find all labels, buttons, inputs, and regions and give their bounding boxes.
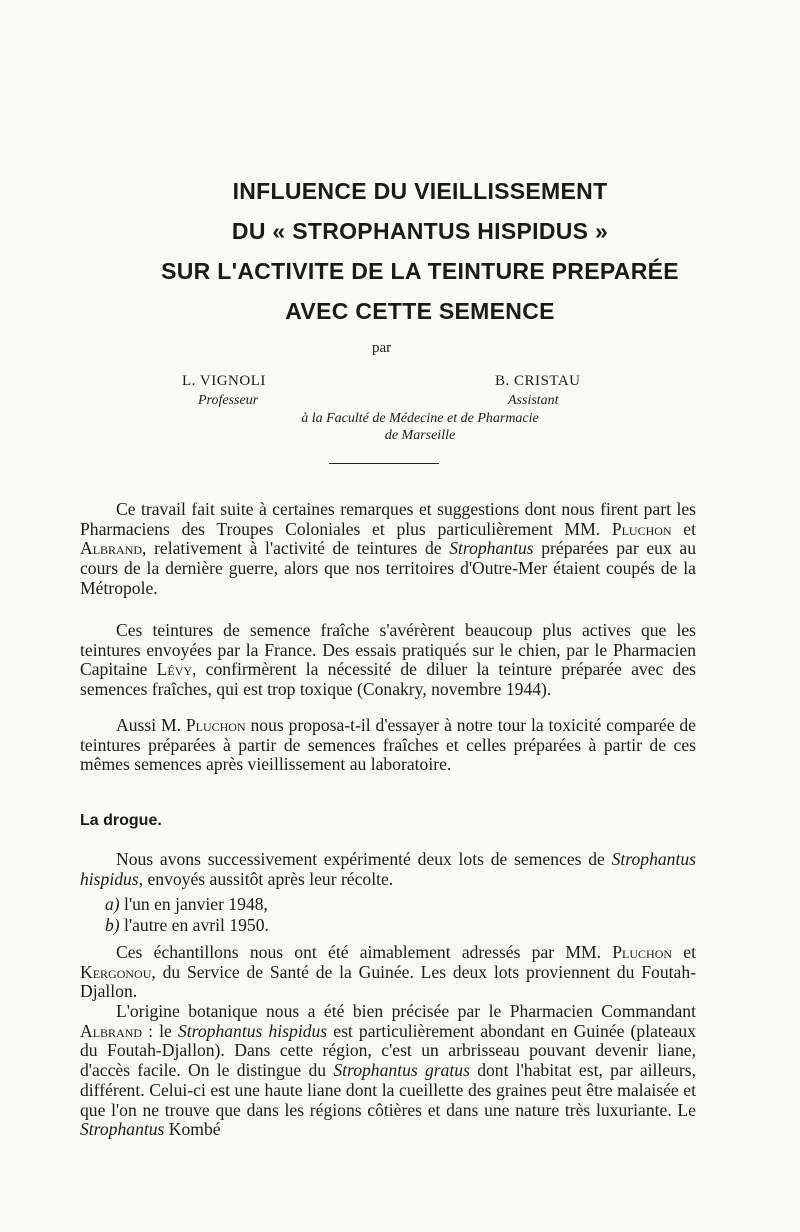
drogue-paragraph-3: L'origine botanique nous a été bien précisée par le Pharmacien Commandant Albrand : le Strophantus hispidus est particulièrement abondant en Guinée (plateaux du Foutah-Djallon). Dans cette région, c'est un arbrisseau pouvant devenir liane, d'accès facile. On le distingue du Strophantus gratus dont l'habitat est, par ailleurs, différent. Celui-ci est une haute liane dont la cueillette des graines peut être malaisée et que l'on ne trouve que dans les régions côtières et dans une nature très luxuriante. Le Strophantus Kombé <box>80 1001 697 1140</box>
title-line-3: SUR L'ACTIVITE DE LA TEINTURE PREPARÉE <box>161 258 679 284</box>
drogue-paragraph-2: Ces échantillons nous ont été aimablement adressés par MM. Pluchon et Kergonou, du Service de Santé de la Guinée. Les deux lots proviennent du Foutah-Djallon. <box>80 942 696 1002</box>
intro-paragraph-3: Aussi M. Pluchon nous proposa-t-il d'essayer à notre tour la toxicité comparée de teintures préparées à partir de semences fraîches et celles préparées à partir de ces mêmes semences après vieillissement au laboratoire. <box>80 715 696 775</box>
intro-paragraph-2: Ces teintures de semence fraîche s'avérèrent beaucoup plus actives que les teintures envoyées par la France. Des essais pratiqués sur le chien, par le Pharmacien Capitaine Lévy, confirmèrent la nécessité de diluer la teinture préparée avec des semences fraîches, qui est trop toxique (Conakry, novembre 1944). <box>80 620 696 700</box>
species-name: Strophantus <box>80 1119 165 1140</box>
author-2-role: Assistant <box>508 393 559 408</box>
species-name: Strophantus <box>449 538 534 559</box>
species-name: Strophantus gratus <box>333 1060 470 1081</box>
list-item: b) l'autre en avril 1950. <box>105 915 269 935</box>
title-line-2: DU « STROPHANTUS HISPIDUS » <box>231 218 609 244</box>
drogue-paragraph-1: Nous avons successivement expérimenté deux lots de semences de Strophantus hispidus, envoyés aussitôt après leur récolte. <box>80 849 696 889</box>
author-1-role: Professeur <box>198 393 259 408</box>
author-name-pluchon: Pluchon <box>612 942 673 962</box>
author-name-albrand: Albrand <box>80 1020 143 1041</box>
section-heading: La drogue. <box>80 812 162 829</box>
author-2-name: B. CRISTAU <box>495 373 581 389</box>
list-item: a) l'un en janvier 1948, <box>105 894 268 914</box>
author-1-name: L. VIGNOLI <box>182 373 266 389</box>
byline-par: par <box>372 340 392 356</box>
author-name-kergonou: Kergonou <box>80 961 152 982</box>
intro-paragraph-1: Ce travail fait suite à certaines remarques et suggestions dont nous firent part les Pharmaciens des Troupes Coloniales et plus particulièrement MM. Pluchon et Albrand, relativement à l'activité de teintures de Strophantus préparées par eux au cours de la dernière guerre, alors que nos territoires d'Outre-Mer étaient coupés de la Métropole. <box>80 499 696 598</box>
title-divider <box>329 463 439 464</box>
author-name-albrand: Albrand <box>80 538 143 559</box>
author-name-pluchon: Pluchon <box>185 715 246 735</box>
species-name: Strophantus hispidus <box>177 1020 328 1041</box>
title-line-4: AVEC CETTE SEMENCE <box>285 298 555 324</box>
affiliation-line-1: à la Faculté de Médecine et de Pharmacie <box>301 411 539 426</box>
author-name-pluchon: Pluchon <box>611 518 672 539</box>
species-name: Strophantus hispidus <box>80 849 696 889</box>
title-line-1: INFLUENCE DU VIEILLISSEMENT <box>232 178 608 204</box>
affiliation-line-2: de Marseille <box>384 428 456 443</box>
author-name-levy: Lévy <box>156 659 193 680</box>
